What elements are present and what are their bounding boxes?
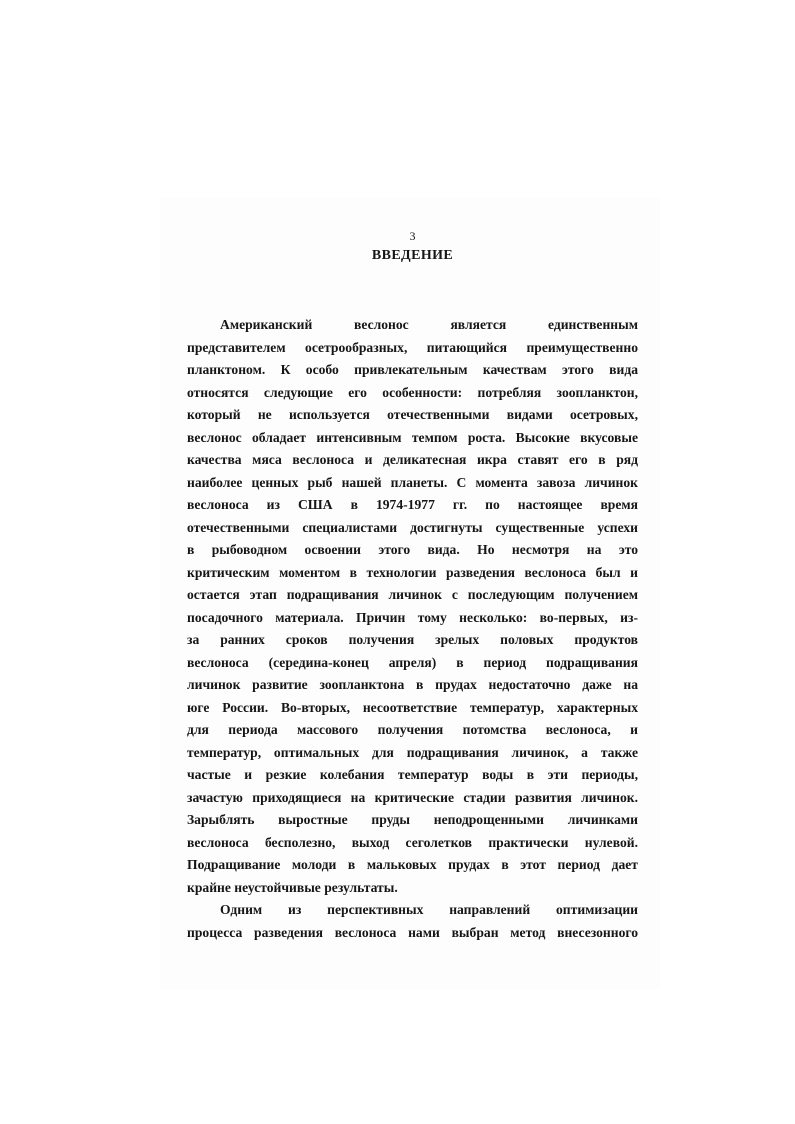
text-line: который не используется отечественными видами осетровых,: [187, 407, 638, 422]
body-text: [187, 314, 638, 944]
text-line: частые и резкие колебания температур воды в эти периоды,: [187, 767, 638, 782]
text-line: крайне неустойчивые результаты.: [187, 879, 398, 895]
text-line: для периода массового получения потомства веслоноса, и: [187, 722, 638, 737]
text-line: Зарыблять выростные пруды неподрощенными личинками: [187, 812, 638, 827]
text-line: критическим моментом в технологии разведения веслоноса был и: [187, 564, 638, 580]
text-line: остается этап подращивания личинок с последующим получением: [187, 587, 638, 602]
text-line: относятся следующие его особенности: потребляя зоопланктон,: [187, 384, 638, 400]
text-line: веслонос обладает интенсивным темпом роста. Высокие вкусовые: [187, 429, 638, 445]
text-line: веслоноса бесполезно, выход сеголетков практически нулевой.: [187, 834, 638, 850]
text-line: наиболее ценных рыб нашей планеты. С момента завоза личинок: [187, 474, 638, 490]
text-line: планктоном. К особо привлекательным качествам этого вида: [187, 362, 638, 377]
text-line: качества мяса веслоноса и деликатесная икра ставят его в ряд: [187, 452, 638, 467]
text-line: зачастую приходящиеся на критические стадии развития личинок.: [187, 789, 638, 805]
text-line: отечественными специалистами достигнуты существенные успехи: [187, 519, 638, 535]
page-title: ВВЕДЕНИЕ: [371, 248, 454, 263]
text-line: представителем осетрообразных, питающийся преимущественно: [187, 339, 638, 355]
text-line: Одним из перспективных направлений оптимизации: [220, 902, 638, 917]
text-line: веслоноса (середина-конец апреля) в период подращивания: [187, 654, 638, 670]
text-line: Американский веслонос является единственным: [220, 317, 638, 332]
text-line: Подращивание молоди в мальковых прудах в этот период дает: [187, 857, 638, 872]
text-line: личинок развитие зоопланктона в прудах недостаточно даже на: [187, 677, 638, 692]
text-line: посадочного материала. Причин тому несколько: во-первых, из-: [187, 609, 638, 625]
text-line: юге России. Во-вторых, несоответствие температур, характерных: [187, 699, 638, 715]
text-line: за ранних сроков получения зрелых половых продуктов: [187, 632, 638, 647]
text-line: в рыбоводном освоении этого вида. Но несмотря на это: [187, 542, 638, 557]
text-line: температур, оптимальных для подращивания личинок, а также: [187, 744, 638, 760]
text-line: процесса разведения веслоноса нами выбран метод внесезонного: [187, 924, 638, 940]
page-number: 3: [409, 229, 416, 243]
text-line: веслоноса из США в 1974-1977 гг. по настоящее время: [187, 497, 638, 512]
